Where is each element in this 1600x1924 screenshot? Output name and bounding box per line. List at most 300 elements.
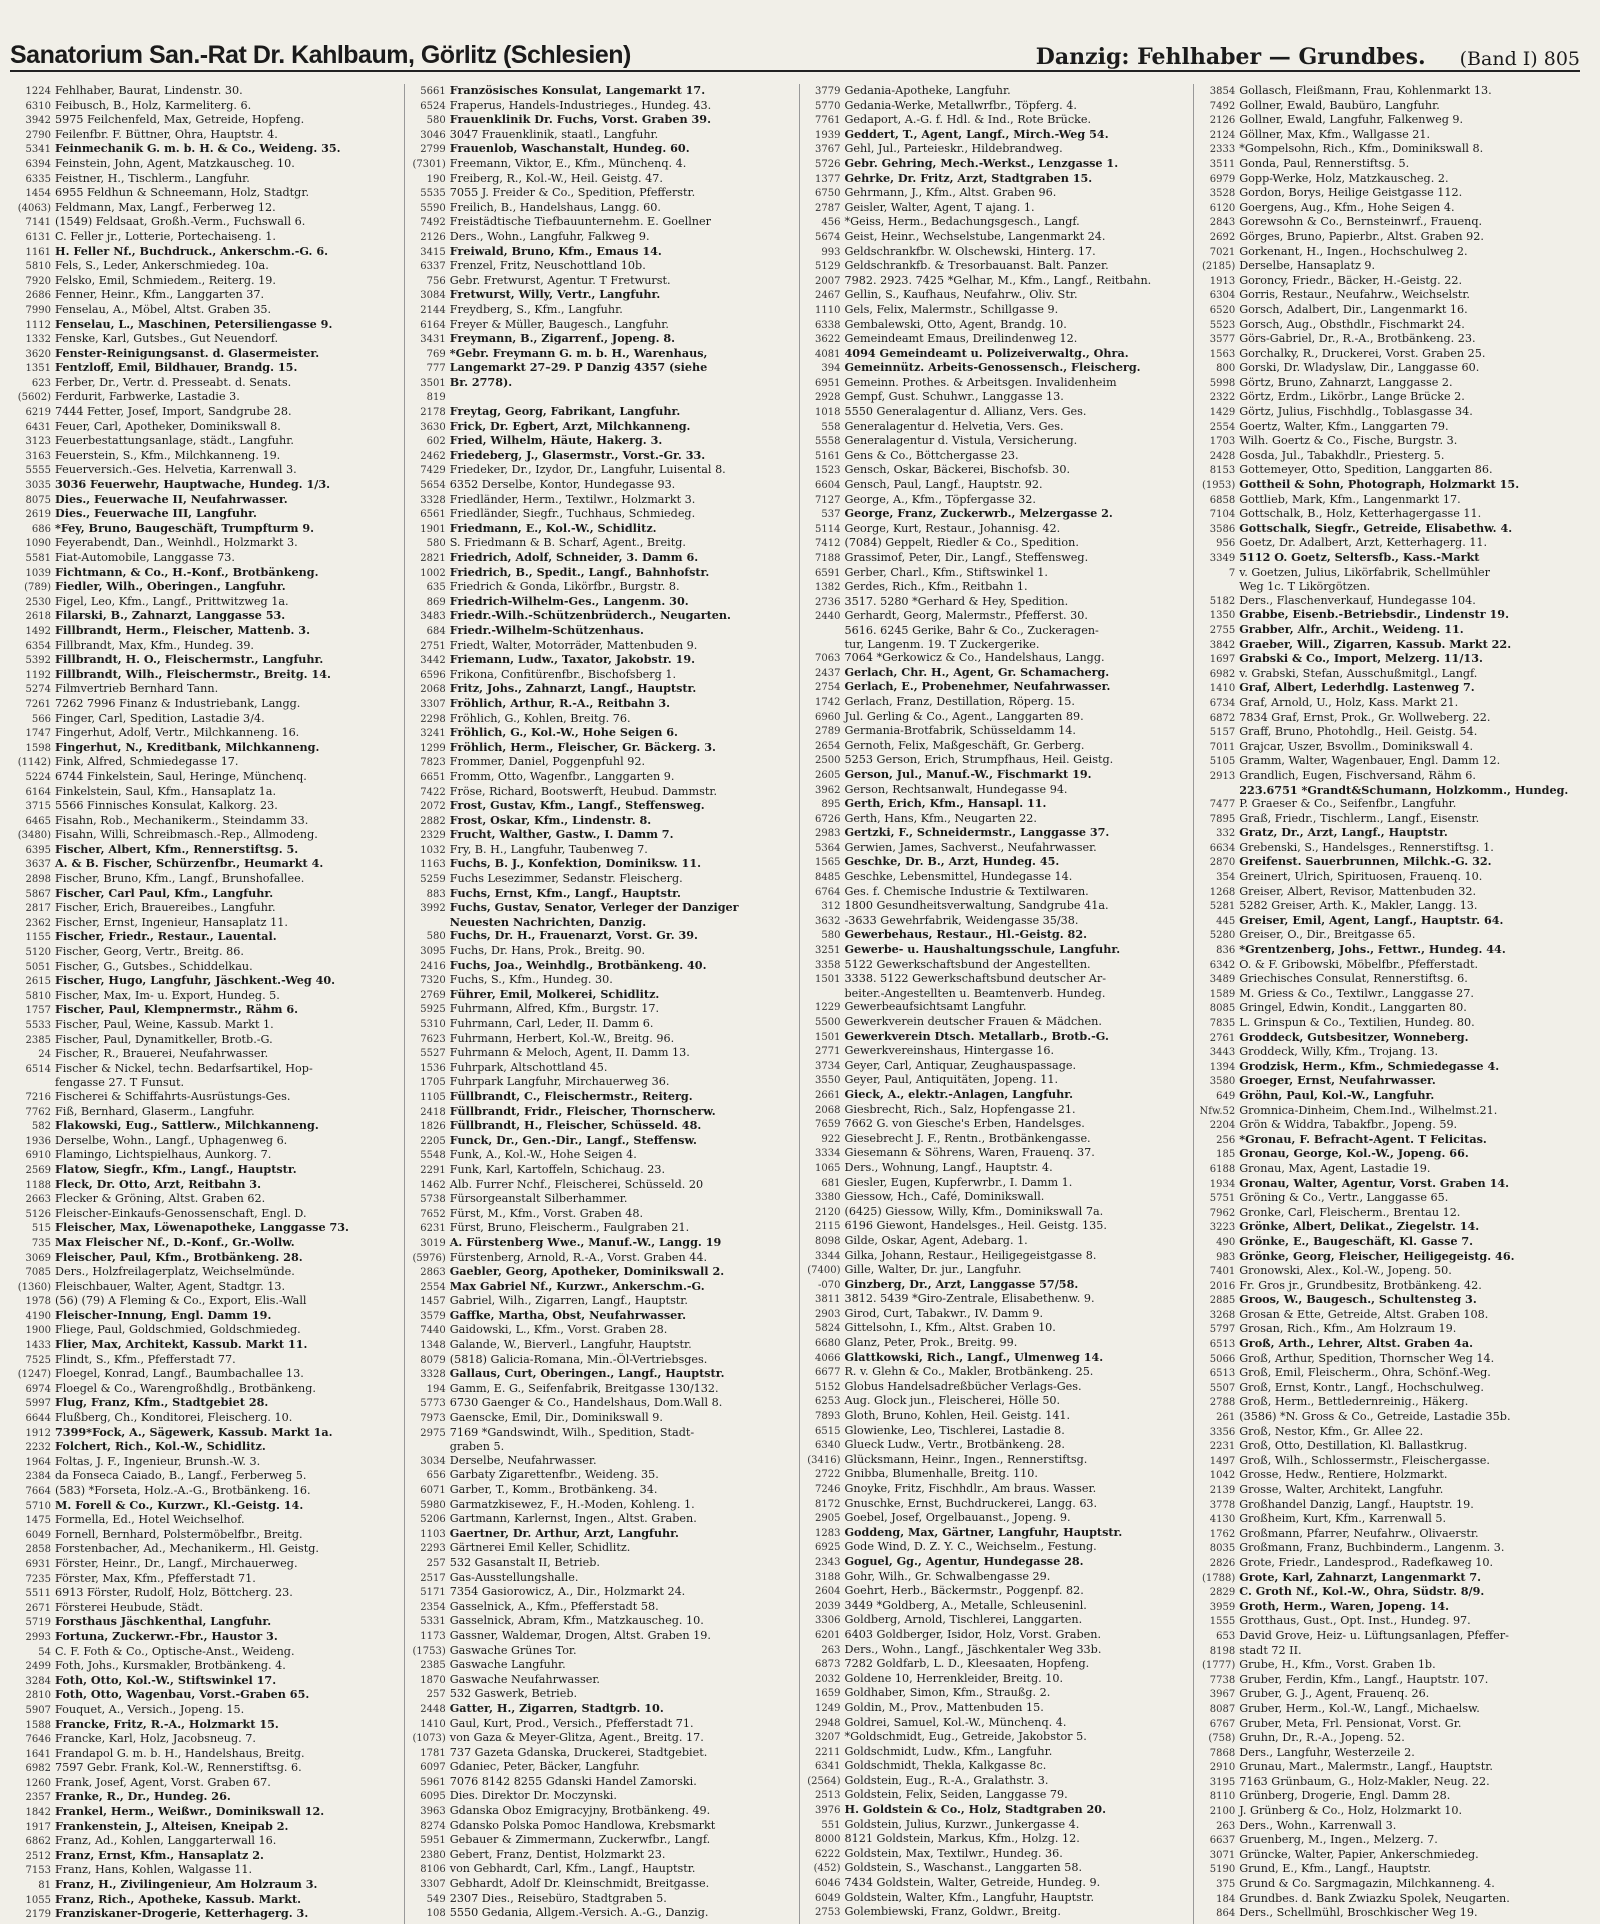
directory-entry [408,215,791,230]
entry-text: Grabski & Co., Import, Melzerg. 11/13. [1239,652,1483,666]
phone-number: 5129 [815,261,841,273]
entry-text: Groddeck, Gutsbesitzer, Wonneberg. [1239,1030,1469,1044]
phone-number: 2751 [420,640,446,652]
phone-number: 184 [1216,1893,1236,1905]
entry-text: 7064 *Gerkowicz & Co., Handelshaus, Langg. [844,651,1105,665]
directory-entry [1197,463,1580,478]
entry-text: 7282 Goldfarb, L. D., Kleesaaten, Hopfeng. [844,1657,1090,1671]
entry-text: Feuer, Carl, Apotheker, Dominikswall 8. [55,419,281,433]
entry-text: Geschke, Dr. B., Arzt, Hundeg. 45. [844,855,1060,869]
phone-number: 7440 [420,1325,446,1337]
directory-entry [408,259,791,274]
entry-text: Gabriel, Wilh., Zigarren, Langf., Hauptstr. [449,1294,688,1308]
directory-entry [803,84,1186,99]
entry-text: Grote, Karl, Zahnarzt, Langenmarkt 7. [1239,1570,1482,1584]
phone-number: 1934 [1209,1178,1236,1190]
directory-entry [1197,1746,1580,1761]
phone-number: 5126 [25,1208,51,1220]
phone-number: 7492 [1209,100,1236,112]
entry-text: Gruber, Meta, Frl. Pensionat, Vorst. Gr. [1239,1716,1462,1730]
phone-number: 8035 [1209,1543,1236,1555]
directory-entry [1197,1250,1580,1265]
phone-number: 6514 [25,1063,51,1075]
entry-text: Gerth, Hans, Kfm., Neugarten 22. [844,811,1037,825]
directory-entry [13,1805,396,1820]
phone-number: 5206 [420,1514,446,1526]
entry-text: Goguel, Gg., Agentur, Hundegasse 28. [844,1554,1084,1568]
phone-number: 4130 [1209,1514,1236,1526]
directory-entry [1197,536,1580,551]
directory-entry [408,1440,791,1454]
phone-number: 2517 [420,1572,446,1584]
entry-text: Gdanska Oboz Emigracyjny, Brotbänkeng. 49. [449,1804,711,1818]
phone-number: 5500 [815,1017,841,1028]
phone-number: 1747 [25,728,51,740]
directory-entry [1197,725,1580,740]
entry-text: Goehrt, Herb., Bäckermstr., Poggenpf. 82. [844,1584,1084,1598]
phone-number: 1173 [420,1630,446,1642]
entry-text: Goddeng, Max, Gärtner, Langfuhr, Hauptstr. [844,1525,1123,1539]
phone-number: 7011 [1209,741,1236,753]
directory-entry [13,639,396,654]
entry-text: Galande, W., Bierverl., Langfuhr, Hauptstr. [449,1338,692,1352]
directory-entry [408,1280,791,1295]
phone-number: 2736 [815,596,841,608]
phone-number: 3630 [420,421,446,433]
directory-entry [803,739,1186,754]
directory-entry [803,1759,1186,1774]
entry-text: Gronau, Max, Agent, Lastadie 19. [1239,1161,1431,1175]
directory-entry [13,1586,396,1601]
directory-entry [13,1178,396,1193]
directory-entry [803,551,1186,566]
entry-text: Grosse, Hedw., Rentiere, Holzmarkt. [1239,1468,1448,1482]
entry-text: Grund, E., Kfm., Langf., Hauptstr. [1239,1862,1431,1876]
directory-entry [408,929,791,944]
entry-text: Füllbrandt, H., Fleischer, Schüsseld. 48. [449,1119,702,1133]
phone-number: 6677 [815,1367,841,1379]
phone-number: 2322 [1209,392,1236,404]
phone-number: 2913 [1209,770,1236,782]
phone-number: (2185) [1201,261,1236,273]
phone-number: 2343 [815,1556,841,1568]
entry-text: Gehrke, Dr. Fritz, Arzt, Stadtgraben 15. [844,171,1093,185]
phone-number: 5331 [420,1616,446,1628]
phone-number: 5182 [1209,595,1236,607]
phone-number: 7920 [25,275,51,287]
entry-text: Fröhlich, Arthur, R.-A., Reitbahn 3. [449,696,671,710]
phone-number: 2755 [1209,624,1236,636]
phone-number: 4190 [25,1310,51,1322]
entry-text: Gronowski, Alex., Kol.-W., Jopeng. 50. [1239,1264,1452,1278]
entry-text: 5616. 6245 Gerike, Bahr & Co., Zuckeragen- [844,623,1099,637]
entry-text: Fenster-Reinigungsanst. d. Glasermeister. [55,346,320,360]
phone-number: 263 [821,1644,841,1656]
entry-text: Goldberg, Arnold, Tischlerei, Langgarten. [844,1613,1083,1627]
directory-entry [803,914,1186,929]
entry-text: Groß, Otto, Destillation, Kl. Ballastkrug. [1239,1439,1468,1453]
directory-entry [13,1062,396,1077]
phone-number: 190 [426,173,446,185]
directory-entry [1197,1687,1580,1702]
phone-number: 1394 [1209,1061,1236,1073]
entry-text: Fuchs, Joa., Weinhdlg., Brotbänkeng. 40. [449,958,707,972]
entry-text: Gamm, E. G., Seifenfabrik, Breitgasse 130/132. [449,1381,719,1395]
entry-text: Foltas, J. F., Ingenieur, Brunsh.-W. 3. [55,1454,261,1468]
entry-text: Gewerkverein deutscher Frauen & Mädchen. [844,1015,1102,1028]
phone-number: 1188 [25,1179,51,1191]
directory-entry [1197,769,1580,784]
phone-number: 3084 [420,290,446,302]
entry-text: 6955 Feldhun & Schneemann, Holz, Stadtgr. [55,186,310,200]
directory-entry [1197,113,1580,128]
phone-number: 5523 [1209,319,1236,331]
directory-entry [408,507,791,522]
directory-entry [408,1673,791,1688]
directory-entry [13,1703,396,1718]
directory-entry [803,507,1186,522]
entry-text: Gorsch, Adalbert, Dir., Langenmarkt 16. [1239,302,1468,316]
directory-entry [13,1367,396,1382]
phone-number: 6651 [420,771,446,783]
entry-text: Finkelstein, Saul, Kfm., Hansaplatz 1a. [55,784,277,798]
phone-number: 2554 [420,1281,446,1293]
phone-number: 263 [1216,1820,1236,1832]
phone-number: 2761 [1209,1032,1236,1044]
phone-number: 312 [821,901,841,913]
entry-text: Fuhrpark, Altschottland 45. [449,1060,608,1074]
entry-text: Freyer & Müller, Baugesch., Langfuhr. [449,317,669,331]
entry-text: von Gaza & Meyer-Glitza, Agent., Breitg. 17. [449,1731,704,1745]
entry-text: Groß, Nestor, Kfm., Gr. Allee 22. [1239,1424,1424,1438]
entry-text: Fillbrandt, H. O., Fleischermstr., Langfuhr. [55,653,324,667]
directory-entry [803,595,1186,610]
phone-number: 7646 [25,1734,51,1746]
phone-number: 3306 [815,1615,841,1627]
phone-number: 2418 [420,1106,446,1118]
directory-entry [803,1803,1186,1818]
phone-number: 6520 [1209,304,1236,316]
entry-text: Feuerversich.-Ges. Helvetia, Karrenwall 3. [55,463,297,477]
phone-number: 7401 [1209,1266,1236,1278]
entry-text: 5550 Generalagentur d. Allianz, Vers. Ges. [844,405,1087,419]
phone-number: 3307 [420,1879,446,1891]
directory-entry [408,741,791,756]
entry-text: Gebauer & Zimmermann, Zuckerwfbr., Langf. [449,1833,711,1847]
directory-entry [13,945,396,960]
directory-entry [13,347,396,362]
entry-text: (1549) Feldsaat, Großh.-Verm., Fuchswall 6. [55,215,306,229]
directory-entry [408,1731,791,1746]
phone-number: 2512 [25,1850,51,1862]
entry-text: Gebhardt, Adolf Dr. Kleinschmidt, Breitgasse. [449,1877,710,1891]
entry-text: Fischer, Bruno, Kfm., Langf., Brunshofallee. [55,872,305,886]
phone-number: 3268 [1209,1309,1236,1321]
phone-number: 5392 [25,655,51,667]
directory-entry [408,1148,791,1163]
entry-text: Geddert, T., Agent, Langf., Mirch.-Weg 54. [844,127,1109,141]
phone-number: 3123 [25,436,51,448]
phone-number: 922 [821,1133,841,1145]
phone-number: 3620 [25,348,51,360]
phone-number: 2462 [420,450,446,462]
entry-text: 7076 8142 8255 Gdanski Handel Zamorski. [449,1774,697,1788]
entry-text: Goldstein, Julius, Kurzwr., Junkergasse 4. [844,1817,1080,1831]
directory-entry [803,1409,1186,1424]
entry-text: Gatter, H., Zigarren, Stadtgrb. 10. [449,1701,664,1715]
phone-number: 445 [1216,915,1236,927]
phone-number: 6337 [420,261,446,273]
entry-text: Fischer, Ernst, Ingenieur, Hansaplatz 11. [55,915,288,929]
directory-entry [803,1073,1186,1088]
phone-number: 580 [426,115,446,127]
phone-number: 3443 [1209,1047,1236,1059]
directory-entry [1197,1337,1580,1352]
entry-text: Geschke, Lebensmittel, Hundegasse 14. [844,870,1073,884]
entry-text: Friedt, Walter, Motorräder, Mattenbuden 9. [449,638,698,652]
phone-number: 5980 [420,1499,446,1511]
entry-text: Formella, Ed., Hotel Weichselhof. [55,1513,245,1527]
directory-entry [13,1221,396,1236]
phone-number: 2910 [1209,1762,1236,1774]
directory-entry [1197,1235,1580,1250]
directory-entry [13,493,396,508]
directory-entry [803,1876,1186,1891]
phone-number: 7021 [1209,246,1236,258]
directory-entry [803,1467,1186,1482]
directory-entry [803,609,1186,624]
entry-text: Gasselnick, A., Kfm., Pfefferstadt 58. [449,1599,659,1613]
directory-entry [408,84,791,99]
directory-entry [408,1614,791,1629]
phone-number: 3778 [1209,1499,1236,1511]
phone-number: 515 [31,1223,51,1235]
phone-number: 8485 [815,872,841,884]
phone-number: 5120 [25,947,51,959]
entry-text: Feuerstein, S., Kfm., Milchkanneng. 19. [55,448,281,462]
directory-entry [408,1556,791,1571]
entry-text: Garmatzkisewez, F., H.-Moden, Kohleng. 1. [449,1497,695,1511]
phone-number: 5157 [1209,727,1236,739]
entry-text: 5975 Feilchenfeld, Max, Getreide, Hopfeng. [55,113,305,127]
phone-number: 3489 [1209,974,1236,986]
phone-number: 7738 [1209,1674,1236,1686]
directory-entry [13,1513,396,1528]
directory-entry [408,230,791,245]
directory-entry [408,639,791,654]
directory-entry [13,1732,396,1747]
phone-number: 1112 [25,319,51,331]
entry-text: Gille, Walter, Dr. jur., Langfuhr. [844,1263,1022,1277]
directory-entry [1197,855,1580,870]
phone-number: 2605 [815,769,841,781]
entry-text: Griechisches Consulat, Rennerstiftsg. 6. [1239,972,1468,986]
phone-number: 2870 [1209,857,1236,869]
directory-entry [13,1033,396,1048]
entry-text: Gedania-Apotheke, Langfuhr. [844,84,1011,97]
phone-number: 1703 [1209,436,1236,448]
directory-entry [1197,1848,1580,1863]
directory-entry [803,1380,1186,1395]
entry-text: Fuchs, Dr. Hans, Prok., Breitg. 90. [449,944,646,958]
phone-number: 5738 [420,1194,446,1206]
entry-text: Geisler, Walter, Agent, T ajang. 1. [844,200,1035,214]
phone-number: 7085 [25,1267,51,1279]
directory-entry [13,1105,396,1120]
directory-entry [1197,1454,1580,1469]
phone-number: 769 [426,348,446,360]
directory-entry [408,1323,791,1338]
phone-number: 6164 [25,786,51,798]
entry-text: Gdansko Polska Pomoc Handlowa, Krebsmarkt [449,1818,716,1832]
phone-number: 2686 [25,290,51,302]
directory-entry [1197,303,1580,318]
phone-number: 3967 [1209,1689,1236,1701]
entry-text: Goldhaber, Simon, Kfm., Straußg. 2. [844,1686,1051,1700]
directory-entry [408,959,791,974]
entry-text: Goroncy, Friedr., Bäcker, H.-Geistg. 22. [1239,273,1462,287]
phone-number: (452) [813,1863,841,1875]
directory-entry [1197,1585,1580,1600]
phone-number: 7141 [25,217,51,229]
entry-text: Gilka, Johann, Restaur., Heiligegeistgasse 8. [844,1248,1097,1262]
entry-text: Grund & Co. Sargmagazin, Milchkanneng. 4. [1239,1877,1495,1891]
phone-number: 194 [426,1383,446,1395]
entry-text: Fillbrandt, Max, Kfm., Hundeg. 39. [55,638,254,652]
entry-text: Gnuschke, Ernst, Buchdruckerei, Langg. 63. [844,1496,1098,1510]
entry-text: Gronke, Carl, Fleischerm., Brentau 12. [1239,1205,1461,1219]
phone-number: 2789 [815,726,841,738]
phone-number: 2975 [420,1427,446,1439]
directory-entry [13,215,396,230]
directory-entry [1197,1308,1580,1323]
phone-number: 5661 [420,86,446,97]
phone-number: 7127 [815,494,841,506]
entry-text: Frauenlob, Waschanstalt, Hundeg. 60. [449,142,690,156]
phone-number: 1377 [815,173,841,185]
volume-label: (Band I) [1459,48,1538,70]
page-number: 805 [1543,48,1580,70]
entry-text: Görtz, Julius, Fischhdlg., Toblasgasse 34. [1239,405,1473,419]
entry-text: Ders., Schellmühl, Broschkischer Weg 19. [1239,1906,1478,1920]
phone-number: 394 [821,363,841,375]
entry-text: Gaswache Neufahrwasser. [449,1672,600,1686]
directory-entry [803,463,1186,478]
directory-entry [408,1338,791,1353]
phone-number: 5224 [25,771,51,783]
directory-entry [13,390,396,405]
phone-number: 895 [821,799,841,811]
directory-entry [803,113,1186,128]
entry-text: Gopp-Werke, Holz, Matzkauscheg. 2. [1239,171,1449,185]
directory-entry [803,1176,1186,1191]
phone-number: 7761 [815,115,841,127]
directory-entry [1197,1658,1580,1673]
directory-entry [408,828,791,843]
entry-text: Goldin, M., Prov., Mattenbuden 15. [844,1700,1044,1714]
directory-entry [408,887,791,902]
phone-number: 2771 [815,1046,841,1058]
phone-number: 5066 [1209,1353,1236,1365]
phone-number: 3251 [815,945,841,957]
directory-entry [803,1643,1186,1658]
entry-text: 7262 7996 Finanz & Industriebank, Langg. [55,696,301,710]
phone-number: 8098 [815,1235,841,1247]
directory-entry [1197,361,1580,376]
phone-number: 5281 [1209,901,1236,913]
directory-entry [13,245,396,260]
directory-entry [803,128,1186,143]
phone-number: 8000 [815,1834,841,1846]
phone-number: 6960 [815,711,841,723]
phone-number: 2993 [25,1631,51,1643]
phone-number: 2068 [815,1104,841,1116]
directory-entry [13,887,396,902]
entry-text: Gruenberg, M., Ingen., Melzerg. 7. [1239,1833,1438,1847]
directory-entry [1197,580,1580,594]
entry-text: Füllbrandt, C., Fleischermstr., Reiterg. [449,1089,693,1103]
entry-text: Gorski, Dr. Wladyslaw, Dir., Langgasse 60. [1239,361,1480,375]
entry-text: Fouquet, A., Versich., Jopeng. 15. [55,1702,245,1716]
entry-text: Frenzel, Fritz, Neuschottland 10b. [449,259,646,273]
entry-text: 3036 Feuerwehr, Hauptwache, Hundeg. 1/3. [55,478,330,492]
entry-text: A. Fürstenberg Wwe., Manuf.-W., Langg. 19 [449,1235,722,1249]
entry-text: Gnibba, Blumenhalle, Breitg. 110. [844,1467,1038,1481]
entry-text: Gaffke, Martha, Obst, Neufahrwasser. [449,1308,687,1322]
entry-text: Ges. f. Chemische Industrie & Textilwaren. [844,884,1089,898]
phone-number: 2500 [815,755,841,767]
phone-number: 2039 [815,1600,841,1612]
phone-number: 1936 [25,1135,51,1147]
directory-entry [1197,142,1580,157]
entry-text: 5122 Gewerkschaftsbund der Angestellten. [844,957,1091,971]
phone-number: 2604 [815,1586,841,1598]
directory-entry [408,973,791,988]
phone-number: 2072 [420,801,446,813]
phone-number: 8110 [1209,1791,1236,1803]
phone-number: 3811 [815,1294,841,1306]
phone-number: (2564) [807,1775,841,1787]
entry-text: Graß, Friedr., Tischlerm., Langf., Eisenstr. [1239,811,1480,825]
directory-entry [1197,943,1580,958]
entry-text: fengasse 27. T Funsut. [55,1076,184,1090]
phone-number: 3550 [815,1075,841,1087]
phone-number: 7835 [1209,1018,1236,1029]
directory-entry [803,522,1186,537]
phone-number: 2810 [25,1690,51,1702]
entry-text: Feistner, H., Tischlerm., Langfuhr. [55,171,250,185]
entry-text: Fröhlich, G., Kohlen, Breitg. 76. [449,711,631,725]
phone-number: 3223 [1209,1222,1236,1234]
entry-text: Golembiewski, Franz, Goldwr., Breitg. [844,1905,1061,1919]
phone-number: 5907 [25,1704,51,1716]
entry-text: Foth, Otto, Kol.-W., Stiftswinkel 17. [55,1673,277,1687]
entry-text: -3633 Gewehrfabrik, Weidengasse 35/38. [844,913,1079,927]
entry-text: Friedeker, Dr., Izydor, Dr., Langfuhr, Luisental 8. [449,463,726,477]
entry-text: Frank, Josef, Agent, Vorst. Graben 67. [55,1775,271,1789]
directory-entry [803,332,1186,347]
directory-entry [1197,1644,1580,1659]
entry-text: Filmvertrieb Bernhard Tann. [55,682,219,696]
entry-text: Fuchs, Ernst, Kfm., Langf., Hauptstr. [449,886,681,900]
directory-entry [408,712,791,727]
entry-text: da Fonseca Caiado, B., Langf., Ferberweg 5. [55,1469,307,1483]
phone-number: 580 [426,538,446,550]
entry-text: Gembalewski, Otto, Agent, Brandg. 10. [844,317,1067,331]
directory-entry [13,799,396,814]
phone-number: 2178 [420,407,446,419]
directory-entry [1197,1104,1580,1119]
